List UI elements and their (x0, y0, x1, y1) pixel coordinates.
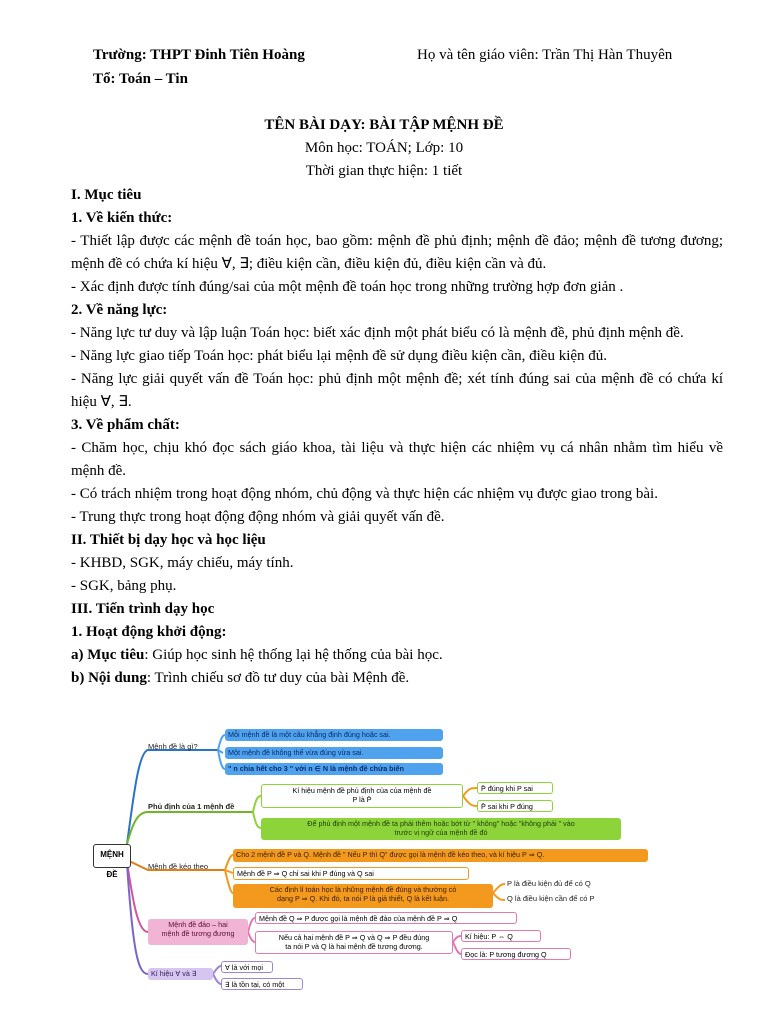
theorem-line: Các định lí toán học là những mệnh đề đúng và thường có (269, 885, 457, 894)
negation-rule-node (261, 818, 621, 840)
equivalence-node (255, 931, 453, 954)
paragraph: - Xác định được tính đúng/sai của một mệnh đề toán học trong những trường hợp đơn giản . (71, 279, 624, 295)
content-text: : Trình chiếu sơ đồ tư duy của bài Mệnh đề. (146, 670, 410, 686)
paragraph: - Trung thực trong hoạt động động nhóm và giải quyết vấn đề. (71, 509, 445, 525)
sufficient-condition: P là điều kiện đủ để có Q (507, 879, 591, 888)
school-name: Trường: THPT Đinh Tiên Hoàng (93, 47, 305, 63)
equivalence-symbol-node: Kí hiệu: P ⇔ Q (461, 930, 541, 942)
converse-node: Mệnh đề Q ⇒ P được gọi là mệnh đề đảo của mệnh đề P ⇒ Q (255, 912, 517, 924)
subsection-heading: 1. Về kiến thức: (71, 210, 173, 226)
paragraph: - KHBD, SGK, máy chiếu, máy tính. (71, 555, 294, 571)
negation-node (261, 784, 463, 808)
subsection-heading: 2. Về năng lực: (71, 302, 168, 318)
converse-line: Mệnh đề đảo – hai (168, 920, 228, 929)
equivalence-line: ta nói P và Q là hai mệnh đề tương đương. (285, 942, 423, 951)
negation-line: Kí hiệu mệnh đề phủ định của của mệnh đề (292, 786, 432, 795)
lesson-duration: Thời gian thực hiện: 1 tiết (305, 163, 463, 179)
paragraph: - Có trách nhiệm trong hoạt động nhóm, chủ động và thực hiện các nhiệm vụ được giao trong bài. (71, 486, 658, 502)
lesson-subject: Môn học: TOÁN; Lớp: 10 (304, 140, 464, 156)
negation-line: P là P̄ (352, 795, 372, 804)
exists-node: ∃ là tồn tại, có một (221, 978, 303, 990)
mind-map (93, 722, 653, 996)
negation-true-node: P̄ đúng khi P sai (477, 782, 553, 794)
paragraph: - Năng lực giao tiếp Toán học: phát biểu lại mệnh đề sử dụng điều kiện cần, điều kiện đủ. (71, 348, 608, 364)
paragraph: - Chăm học, chịu khó đọc sách giáo khoa, tài liệu và thực hiện các nhiệm vụ cá nhân nhằm tìm hiểu về mệnh đề. (71, 440, 723, 479)
branch-quantifier-node: Kí hiệu ∀ và ∃ (148, 968, 213, 980)
forall-node: ∀ là với mọi (221, 961, 273, 973)
negation-rule-line: Để phủ định một mệnh đề ta phải thêm hoặc bớt từ " không" hoặc "không phải " vào (307, 819, 575, 828)
theorem-line: dạng P ⇒ Q. Khi đó, ta nói P là giả thiết, Q là kết luận. (277, 894, 449, 903)
implication-node: Cho 2 mệnh đề P và Q. Mệnh đề " Nếu P thì Q" được gọi là mệnh đề kéo theo, và kí hiệu P ⇒ Q. (233, 849, 648, 862)
definition-node: Mỗi mệnh đề là một câu khẳng định đúng hoặc sai. (225, 729, 443, 741)
mind-map-root: MỆNH ĐỀ (93, 844, 131, 868)
section-heading: II. Thiết bị dạy học và học liệu (71, 532, 266, 548)
branch-definition-label: Mệnh đề là gì? (148, 742, 198, 751)
goal-label: a) Mục tiêu (71, 647, 145, 663)
necessary-condition: Q là điều kiện cần để có P (507, 894, 595, 903)
converse-line: mệnh đề tương đương (161, 929, 235, 938)
branch-negation-label: Phủ định của 1 mệnh đề (148, 802, 235, 811)
lesson-title: TÊN BÀI DẠY: BÀI TẬP MỆNH ĐỀ (264, 117, 504, 133)
paragraph: - Năng lực giải quyết vấn đề Toán học: phủ định một mệnh đề; xét tính đúng sai của mệnh đề có chứa kí hiệu ∀, ∃. (71, 371, 723, 410)
paragraph: - SGK, bảng phụ. (71, 578, 177, 594)
goal-text: : Giúp học sinh hệ thống lại hệ thống của bài học. (144, 647, 443, 663)
content-label: b) Nội dung (71, 670, 147, 686)
paragraph: - Thiết lập được các mệnh đề toán học, bao gồm: mệnh đề phủ định; mệnh đề đảo; mệnh đề tương đương; mệnh đề có chứa kí hiệu ∀, ∃; điều kiện cần, điều kiện đủ, điều kiện cần và đủ. (71, 233, 723, 272)
branch-implication-label: Mệnh đề kéo theo (148, 862, 209, 871)
definition-node: " n chia hết cho 3 " với n ∈ N là mệnh đề chứa biến (225, 763, 443, 775)
section-heading: III. Tiến trình dạy học (71, 601, 215, 617)
subsection-heading: 3. Về phẩm chất: (71, 417, 180, 433)
negation-false-node: P̄ sai khi P đúng (477, 800, 553, 812)
lesson-body (71, 184, 723, 690)
definition-node: Một mệnh đề không thể vừa đúng vừa sai. (225, 747, 443, 759)
implication-false-node: Mệnh đề P ⇒ Q chỉ sai khi P đúng và Q sai (233, 867, 469, 880)
negation-rule-line: trước vị ngữ của mệnh đề đó (394, 828, 488, 837)
theorem-node (233, 884, 493, 908)
paragraph (71, 667, 723, 690)
section-heading: I. Mục tiêu (71, 187, 142, 203)
equivalence-reading-node: Đọc là: P tương đương Q (461, 948, 571, 960)
branch-converse-node (148, 919, 248, 945)
paragraph: - Năng lực tư duy và lập luận Toán học: biết xác định một phát biểu có là mệnh đề, phủ định mệnh đề. (71, 325, 684, 341)
equivalence-line: Nếu cả hai mệnh đề P ⇒ Q và Q ⇒ P đều đúng (278, 933, 430, 942)
department-name: Tổ: Toán – Tin (93, 71, 188, 87)
teacher-name: Họ và tên giáo viên: Trần Thị Hàn Thuyên (417, 47, 673, 63)
subsection-heading: 1. Hoạt động khởi động: (71, 624, 227, 640)
paragraph (71, 644, 723, 667)
